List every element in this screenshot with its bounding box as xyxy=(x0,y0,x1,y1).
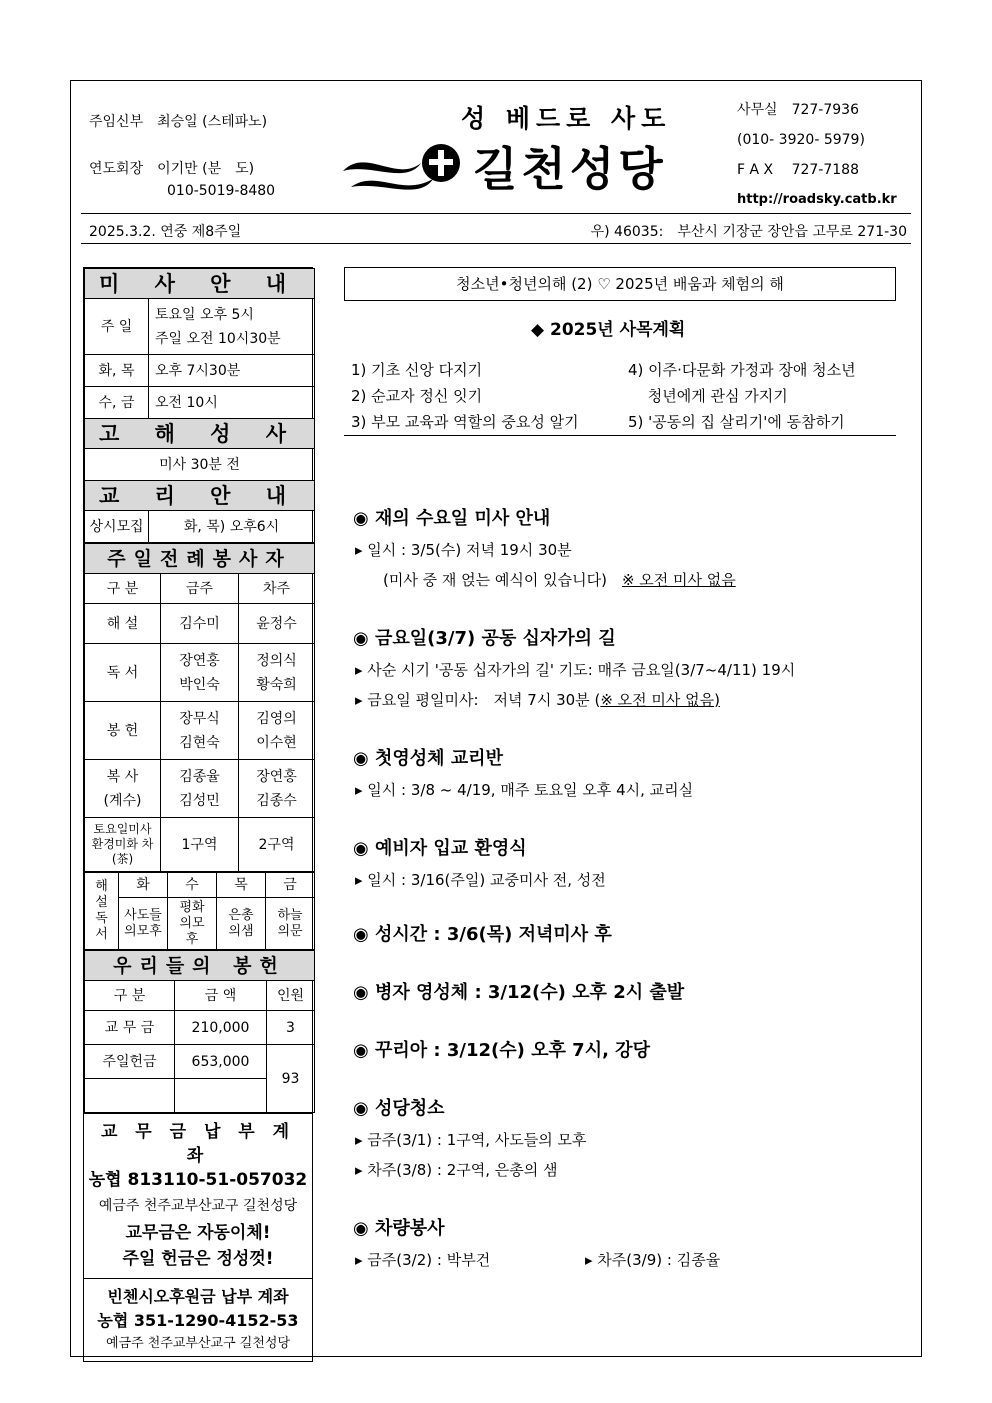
pastoral-plan xyxy=(351,357,856,435)
sunday-offering-count: 93 xyxy=(267,1045,315,1113)
church-title xyxy=(341,95,721,205)
plan-item: 3) 부모 교육과 역할의 중요성 알기 xyxy=(351,413,579,431)
weekday-group: 평화의모후 xyxy=(168,898,217,950)
weekday-day: 수 xyxy=(168,873,217,898)
dues-account-number: 농협 813110-51-057032 xyxy=(88,1170,308,1190)
reader-label: 독 서 xyxy=(85,644,161,702)
parish-name: 성 베드로 사도 xyxy=(461,104,672,133)
env-next: 2구역 xyxy=(239,818,315,872)
offering-title: 우리들의 봉헌 xyxy=(85,951,315,981)
plan-item: 5) '공동의 집 살리기'에 동참하기 xyxy=(628,413,845,431)
notice-holy-hour: ◉ 성시간 : 3/6(목) 저녁미사 후 xyxy=(353,924,612,945)
mass-sunday-times: 토요일 오후 5시 주일 오전 10시30분 xyxy=(149,299,315,355)
env-this: 1구역 xyxy=(161,818,239,872)
council-president: 연도회장 이기만 (분 도) xyxy=(89,161,255,177)
council-phone: 010-5019-8480 xyxy=(167,183,276,199)
offertory-next: 김영의 이수현 xyxy=(239,702,315,760)
sidebar-info xyxy=(83,267,313,1362)
notice-ash-wednesday: ◉ 재의 수요일 미사 안내 ▸ 일시 : 3/5(수) 저녁 19시 30분 (미사 중 재 얹는 예식이 있습니다) ※ 오전 미사 없음 xyxy=(353,508,736,589)
weekday-group: 사도들의모후 xyxy=(119,898,168,950)
weekday-day: 화 xyxy=(119,873,168,898)
dues-account-holder: 예금주 천주교부산교구 길천성당 xyxy=(98,1198,298,1214)
church-name: 길천성당 xyxy=(473,142,667,196)
catechism-text: 화, 목) 오후6시 xyxy=(149,511,315,543)
mass-tt-time: 오후 7시30분 xyxy=(149,355,315,387)
weekday-group: 하늘의문 xyxy=(266,898,315,950)
church-address: 우) 46035: 부산시 기장군 장안읍 고무로 271-30 xyxy=(590,224,907,240)
reader-this: 장연홍 박인숙 xyxy=(161,644,239,702)
altar-next: 장연홍 김종수 xyxy=(239,760,315,818)
dues-account xyxy=(84,1113,312,1278)
vincent-number: 농협 351-1290-4152-53 xyxy=(97,1311,299,1330)
divider xyxy=(81,213,911,214)
notice-driving: ◉ 차량봉사 ▸ 금주(3/2) : 박부건 ▸ 차주(3/9) : 김종율 xyxy=(353,1218,721,1269)
commentary-label: 해 설 xyxy=(85,604,161,644)
confession-title: 고 해 성 사 xyxy=(85,419,315,449)
servers-header: 차주 xyxy=(239,574,315,604)
year-banner: 청소년•청년의해 (2) ♡ 2025년 배움과 체험의 해 xyxy=(344,267,896,301)
dues-account-title: 교 무 금 납 부 계 좌 xyxy=(100,1122,296,1166)
offering-header: 구 분 xyxy=(85,981,175,1011)
dues-label: 교 무 금 xyxy=(85,1011,175,1045)
mass-wf-label: 수, 금 xyxy=(85,387,149,419)
plan-item: 청년에게 관심 가지기 xyxy=(628,387,788,405)
offertory-label: 봉 헌 xyxy=(85,702,161,760)
offertory-this: 장무식 김현숙 xyxy=(161,702,239,760)
divider xyxy=(81,243,911,244)
offering-header: 금 액 xyxy=(175,981,267,1011)
sunday-offering-amount: 653,000 xyxy=(175,1045,267,1079)
notice-stations: ◉ 금요일(3/7) 공동 십자가의 길 ▸ 사순 시기 '공동 십자가의 길' 기도: 매주 금요일(3/7~4/11) 19시 ▸ 금요일 평일미사: 저녁 7시 30분 (※ 오전 미사 없음) xyxy=(353,628,796,709)
church-logo-icon xyxy=(341,141,471,201)
bulletin-date: 2025.3.2. 연중 제8주일 xyxy=(89,224,242,240)
servers-title: 주일전례봉사자 xyxy=(85,544,315,574)
pastor: 주임신부 최승일 (스테파노) xyxy=(89,114,268,130)
plan-item: 4) 이주·다문화 가정과 장애 청소년 xyxy=(628,361,856,379)
website-link[interactable]: http://roadsky.catb.kr xyxy=(737,192,897,207)
divider xyxy=(344,435,896,436)
mass-tt-label: 화, 목 xyxy=(85,355,149,387)
offering-table xyxy=(84,950,315,1113)
plan-item: 2) 순교자 정신 잇기 xyxy=(351,387,483,405)
vincent-account xyxy=(84,1278,312,1361)
weekday-label: 해설독서 xyxy=(85,873,119,950)
servers-header: 금주 xyxy=(161,574,239,604)
header-contacts xyxy=(737,95,897,215)
office-mobile: (010- 3920- 5979) xyxy=(737,132,865,148)
weekday-day: 금 xyxy=(266,873,315,898)
servers-header: 구 분 xyxy=(85,574,161,604)
notice-catechumen: ◉ 예비자 입교 환영식 ▸ 일시 : 3/16(주일) 교중미사 전, 성전 xyxy=(353,838,606,889)
plan-item: 1) 기초 신앙 다지기 xyxy=(351,361,483,379)
header-staff xyxy=(89,111,275,202)
mass-title: 미 사 안 내 xyxy=(85,269,315,299)
dues-note: 교무금은 자동이체! xyxy=(125,1223,271,1243)
notice-curia: ◉ 꾸리아 : 3/12(수) 오후 7시, 강당 xyxy=(353,1040,650,1061)
vincent-title: 빈첸시오후원금 납부 계좌 xyxy=(107,1287,289,1306)
weekday-group: 은총의샘 xyxy=(217,898,266,950)
mass-sunday-label: 주 일 xyxy=(85,299,149,355)
reader-next: 정의식 황숙희 xyxy=(239,644,315,702)
servers-table xyxy=(84,543,315,872)
sunday-offering-label: 주일헌금 xyxy=(85,1045,175,1079)
commentary-this: 김수미 xyxy=(161,604,239,644)
confession-text: 미사 30분 전 xyxy=(85,449,315,481)
altar-this: 김종율 김성민 xyxy=(161,760,239,818)
notice-sick-communion: ◉ 병자 영성체 : 3/12(수) 오후 2시 출발 xyxy=(353,982,685,1003)
bulletin-page xyxy=(70,80,922,1357)
mass-wf-time: 오전 10시 xyxy=(149,387,315,419)
commentary-next: 윤정수 xyxy=(239,604,315,644)
schedule-table xyxy=(84,268,315,543)
notice-cleaning: ◉ 성당청소 ▸ 금주(3/1) : 1구역, 사도들의 모후 ▸ 차주(3/8) : 2구역, 은총의 샘 xyxy=(353,1098,587,1179)
catechism-title: 교 리 안 내 xyxy=(85,481,315,511)
catechism-label: 상시모집 xyxy=(85,511,149,543)
dues-amount: 210,000 xyxy=(175,1011,267,1045)
offering-note: 주일 헌금은 정성껏! xyxy=(122,1249,274,1269)
altar-label: 복 사 (계수) xyxy=(85,760,161,818)
weekday-table xyxy=(84,872,315,950)
office-phone: 사무실 727-7936 xyxy=(737,102,859,118)
plan-title: ◆ 2025년 사목계획 xyxy=(531,320,686,340)
weekday-day: 목 xyxy=(217,873,266,898)
dues-count: 3 xyxy=(267,1011,315,1045)
offering-header: 인원 xyxy=(267,981,315,1011)
env-label: 토요일미사 환경미화 차(茶) xyxy=(85,818,161,872)
notice-first-communion: ◉ 첫영성체 교리반 ▸ 일시 : 3/8 ~ 4/19, 매주 토요일 오후 4시, 교리실 xyxy=(353,748,694,799)
vincent-holder: 예금주 천주교부산교구 길천성당 xyxy=(105,1336,291,1351)
fax: F A X 727-7188 xyxy=(737,162,859,178)
